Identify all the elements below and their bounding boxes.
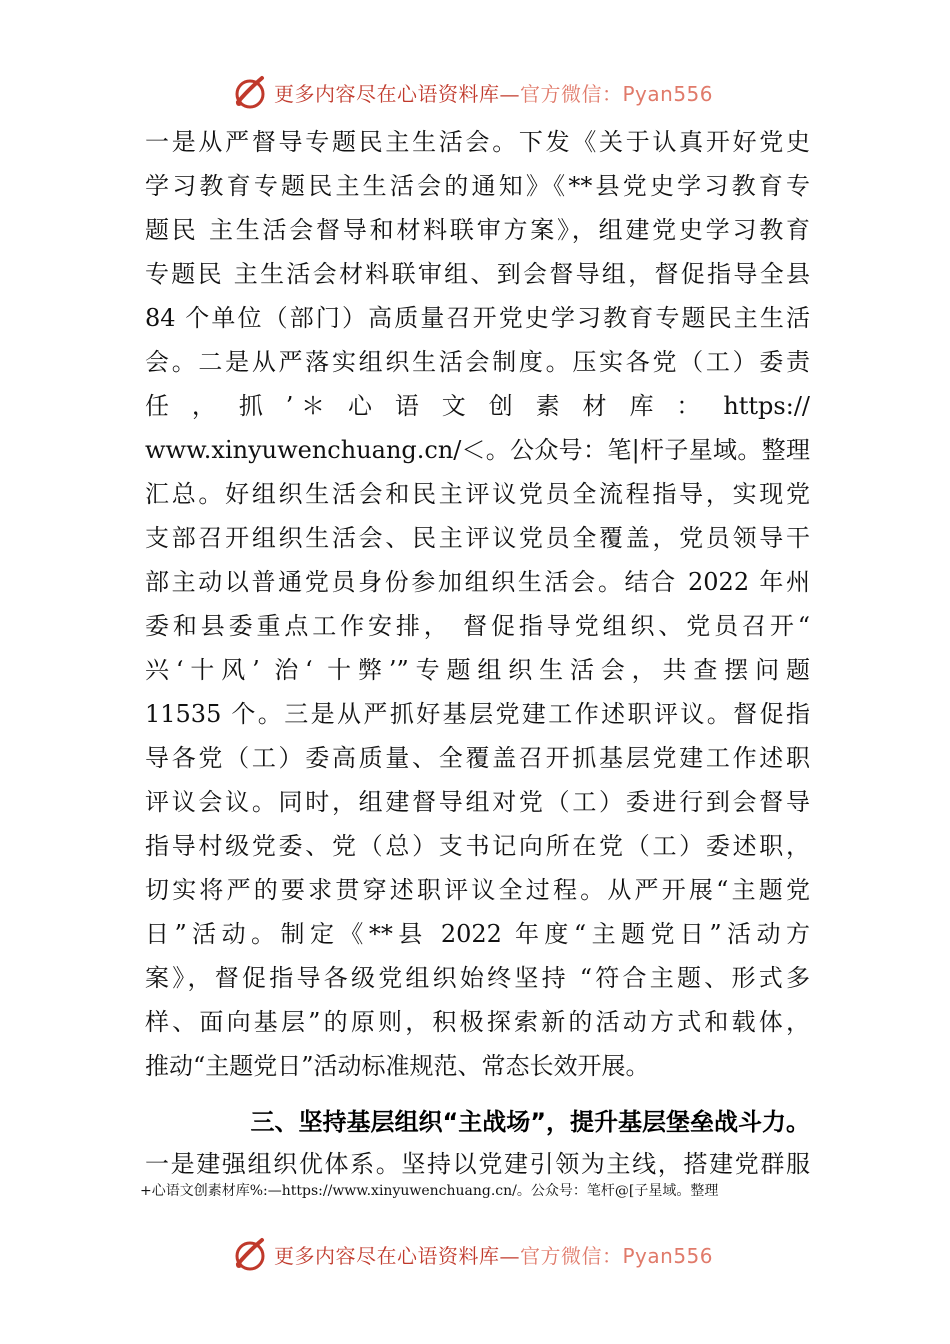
body-line: 案》，督促指导各级党组织始终坚持 “符合主题、形式多 <box>145 964 810 992</box>
body-line: 学习教育专题民主生活会的通知》《**县党史学习教育专 <box>145 172 810 200</box>
body-line: 专题民 主生活会材料联审组、到会督导组，督促指导全县 <box>145 260 810 288</box>
body-line: 样、面向基层”的原则，积极探索新的活动方式和载体， <box>145 1008 810 1036</box>
body-line: 任 ， 抓 ’＊ 心 语 文 创 素 材 库 ： https:// <box>145 392 810 420</box>
section-first-line: 一是建强组织优体系。坚持以党建引领为主线，搭建党群服 <box>145 1150 810 1178</box>
body-line: 11535 个。三是从严抓好基层党建工作述职评议。督促指 <box>145 700 810 728</box>
body-line: 日”活动。制定《**县 2022 年度“主题党日”活动方 <box>145 920 810 948</box>
header-banner-id: Pyan556 <box>622 81 714 106</box>
footer-banner-id: Pyan556 <box>622 1243 714 1268</box>
section-heading: 三、坚持基层组织“主战场”，提升基层堡垒战斗力。 <box>250 1108 810 1136</box>
body-line: 切实将严的要求贯穿述职评议全过程。从严开展“主题党 <box>145 876 810 904</box>
body-line: 委和县委重点工作安排， 督促指导党组织、党员召开“ <box>145 612 810 640</box>
footer-banner-main: 更多内容尽在心语资料库— <box>274 1243 520 1268</box>
body-line: 支部召开组织生活会、民主评议党员全覆盖，党员领导干 <box>145 524 810 552</box>
header-banner-wechat: 官方微信： <box>520 81 623 106</box>
brush-logo-icon <box>230 72 270 112</box>
body-paragraph <box>145 120 810 1088</box>
body-line: www.xinyuwenchuang.cn/＜。公众号：笔|杆子星域。整理 <box>145 436 810 464</box>
body-line: 兴‘十风’ 治‘ 十弊’”专题组织生活会，共查摆问题 <box>145 656 810 684</box>
body-line: 会。二是从严落实组织生活会制度。压实各党（工）委责 <box>145 348 810 376</box>
header-banner-text <box>274 78 713 107</box>
header-banner <box>0 72 950 112</box>
body-line: 指导村级党委、党（总）支书记向所在党（工）委述职， <box>145 832 810 860</box>
footnote: +心语文创素材库%:—https://www.xinyuwenchuang.cn/。公众号：笔杆@[子星域。整理 <box>140 1183 719 1199</box>
body-line: 一是从严督导专题民主生活会。下发《关于认真开好党史 <box>145 128 810 156</box>
body-line: 推动“主题党日”活动标准规范、常态长效开展。 <box>145 1052 650 1080</box>
body-line: 评议会议。同时，组建督导组对党（工）委进行到会督导 <box>145 788 810 816</box>
header-banner-main: 更多内容尽在心语资料库— <box>274 81 520 106</box>
body-line: 84 个单位（部门）高质量召开党史学习教育专题民主生活 <box>145 304 810 332</box>
footer-banner-wechat: 官方微信： <box>520 1243 623 1268</box>
footer-banner <box>0 1234 950 1274</box>
body-line: 汇总。好组织生活会和民主评议党员全流程指导，实现党 <box>145 480 810 508</box>
body-line: 导各党（工）委高质量、全覆盖召开抓基层党建工作述职 <box>145 744 810 772</box>
brush-logo-icon <box>230 1234 270 1274</box>
body-line: 部主动以普通党员身份参加组织生活会。结合 2022 年州 <box>145 568 810 596</box>
body-line: 题民 主生活会督导和材料联审方案》，组建党史学习教育 <box>145 216 810 244</box>
footer-banner-text <box>274 1240 713 1269</box>
